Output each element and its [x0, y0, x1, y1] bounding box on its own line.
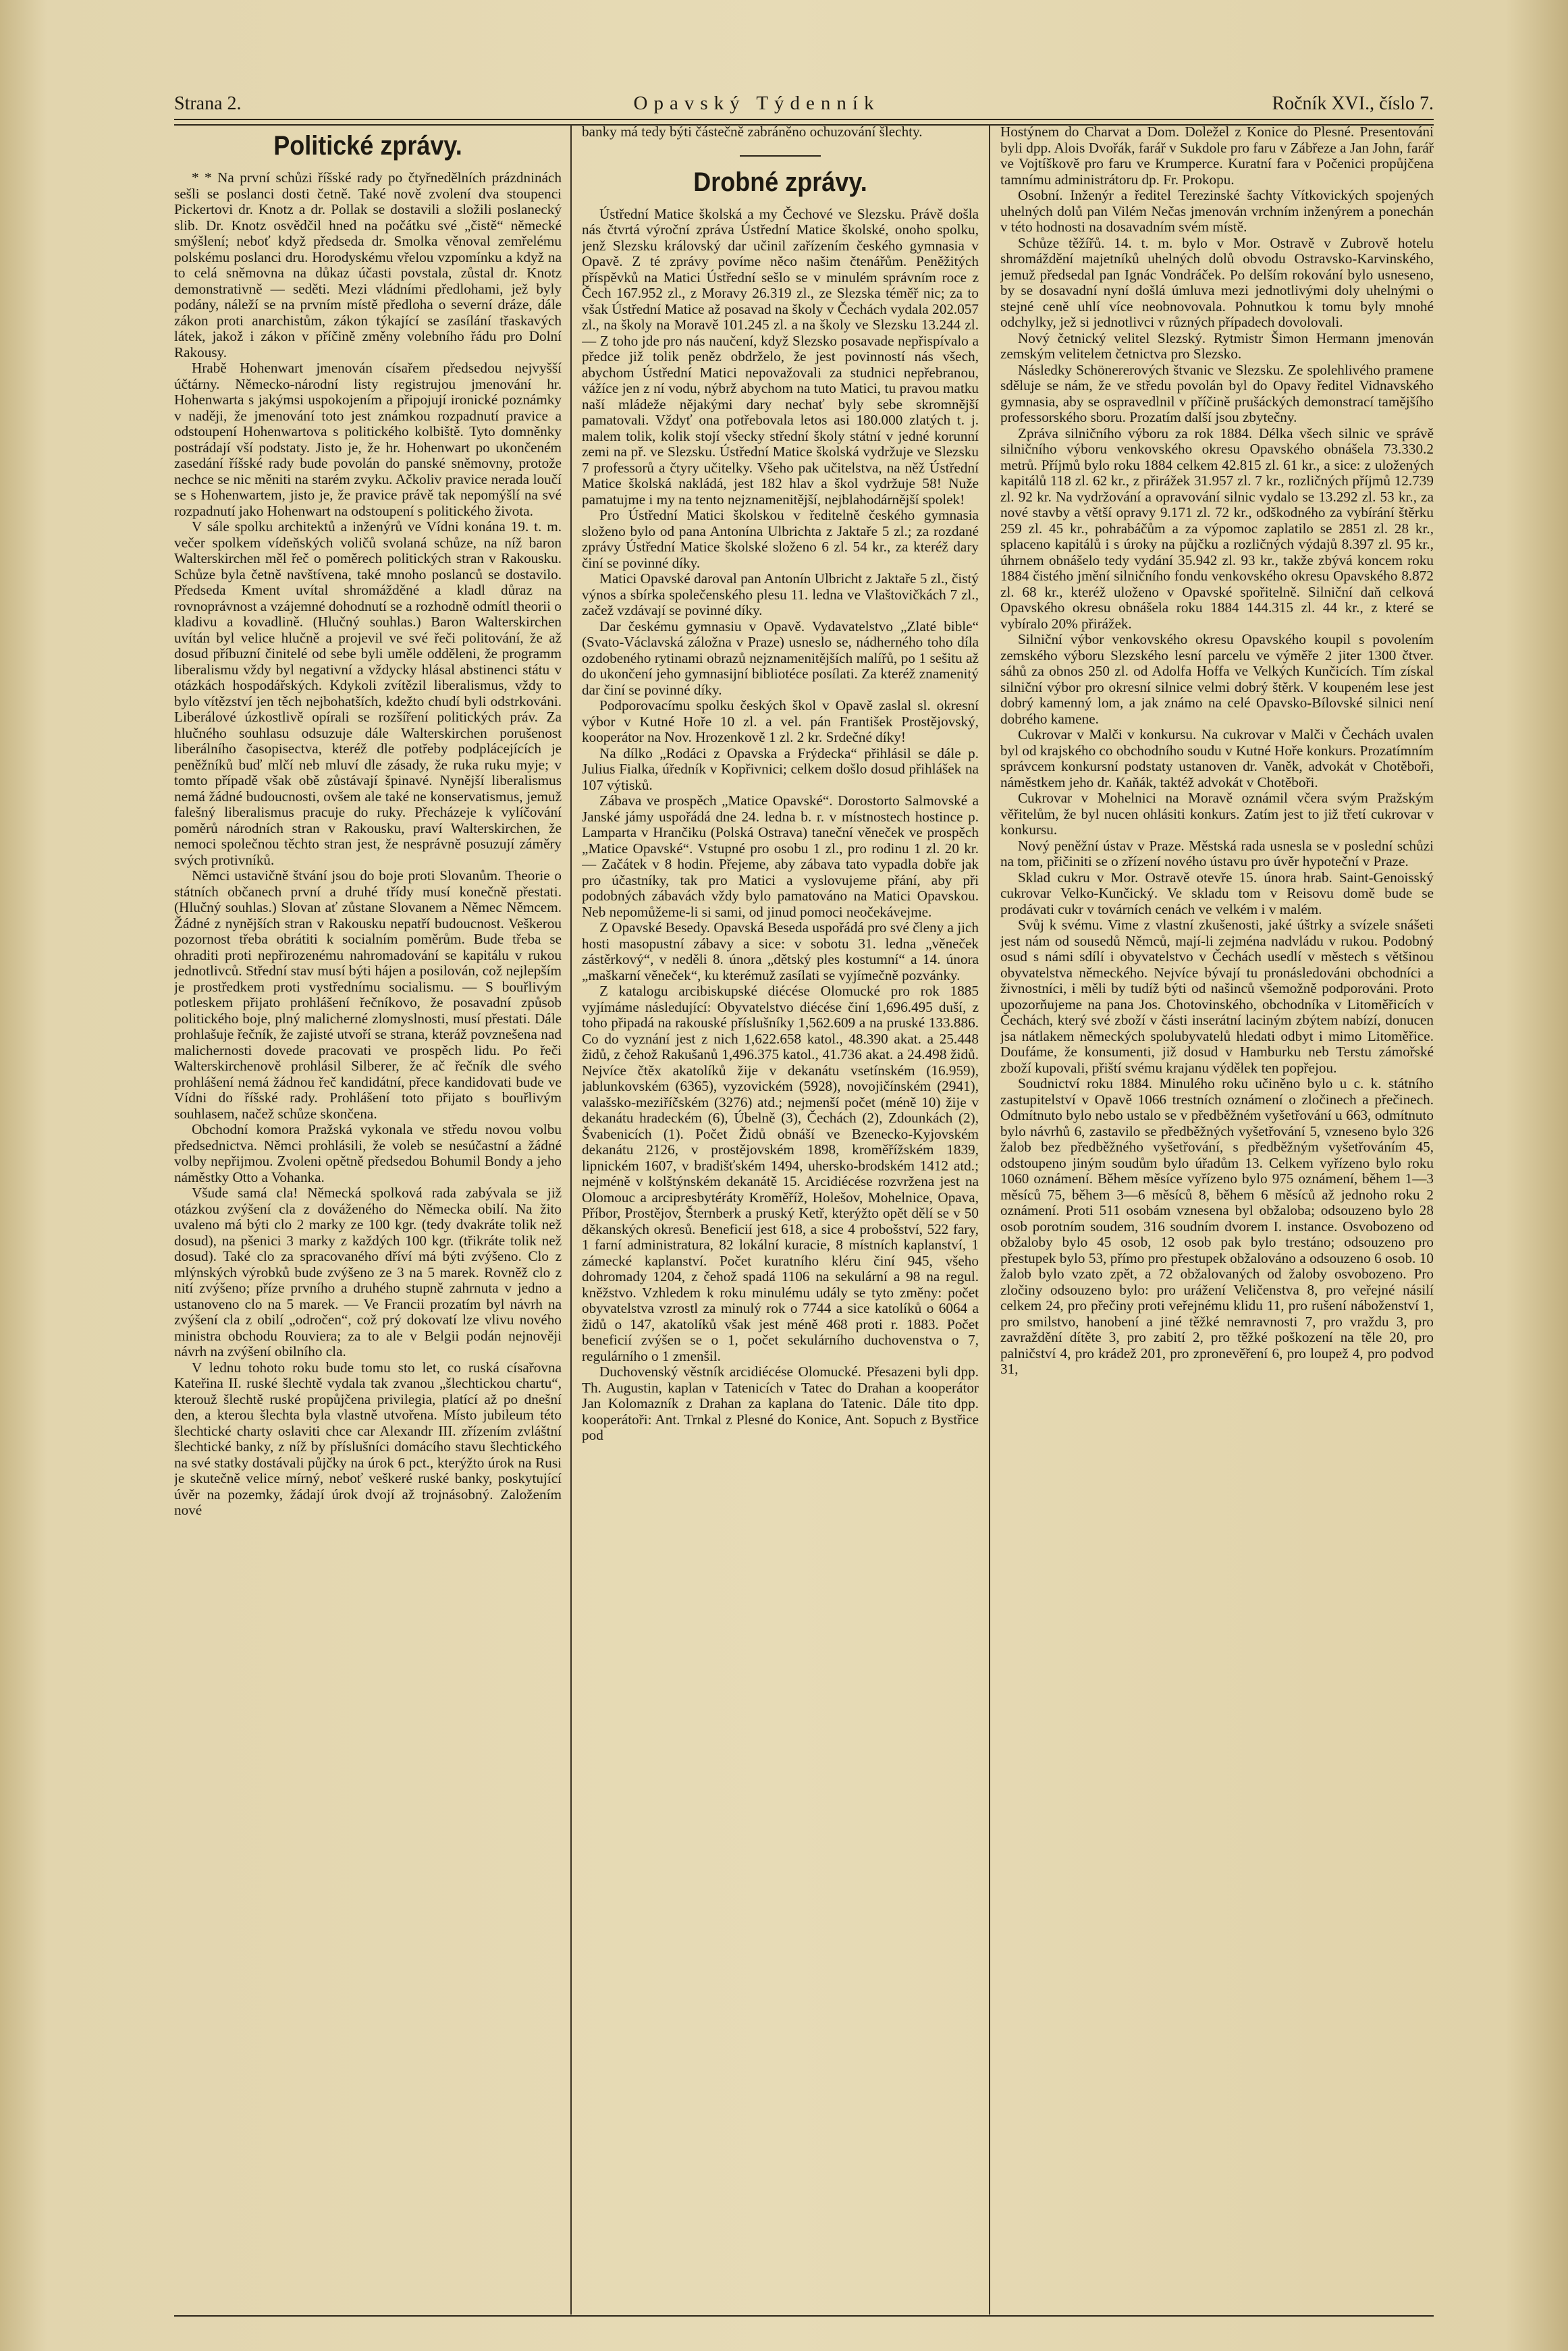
section-title-short-news: Drobné zprávy.	[693, 167, 867, 197]
article-paragraph: Němci ustavičně štvání jsou do boje proti Slovanům. Theorie o státních občanech první a druhé třídy musí konečně přestati. (Hlučný souhlas.) Slovan ať zůstane Slovanem a Němec Němcem. Žádné z nynějších stran v Rakousku nepatří budoucnost. Veškerou pozornost třeba obrátiti k socialním poměrům. Bude třeba se ohraditi proti nepřirozenému nahromadování se kapitálu v rukou jednotlivců. Střední stav musí býti hájen a posilován, což nejlepším je prostředkem proti vystřednímu socialismu. — S bouřlivým potleskem přijato prohlášení řečníkovo, že posavadní způsob politického boje, plný malicherné zlomyslnosti, musí přestati. Dále prohlašuje řečník, že zajisté utvoří se strana, kteráž povznešena nad malichernosti dovede pracovati ve prospěch lidu. Po řeči Walterskirchenově prohlásil Silberer, že ač řečník dle svého prohlášení nemá žádnou řeč kandidátní, přece kandidovati bude ve Vídni do říšské rady. Prohlášení toto přijato s bouřlivým souhlasem, načež schůze skončena.	[174, 867, 562, 1122]
footer-rule	[174, 2315, 1434, 2317]
page-number: Strana 2.	[174, 93, 242, 114]
article-paragraph: Sklad cukru v Mor. Ostravě otevře 15. února hrab. Saint-Genoisský cukrovar Velko-Kunčický. Ve skladu tom v Reisovu domě bude se prodávati cukr v továrních cenách ve velkém i v malém.	[1000, 869, 1434, 917]
column-1	[174, 124, 562, 2315]
article-paragraph: Dar českému gymnasiu v Opavě. Vydavatelstvo „Zlaté bible“ (Svato-Václavská záložna v Praze) usneslo se, nádherného toho díla ozdobeného rytinami obrazů nejznamenitějších malířů, po 1 sešitu až do ukončení jeho gymnasijní bibliotéce posílati. Za kteréž znamenitý dar činí se povinné díky.	[582, 618, 979, 698]
section-separator	[740, 155, 821, 157]
article-paragraph: Hrabě Hohenwart jmenován císařem předsedou nejvyšší účtárny. Německo-národní listy registrujou jmenování hr. Hohenwarta s jakýmsi uspokojením a připojují ironické poznámky v naději, že jmenování toto jest známkou rozpadnutí pravice a odstoupení Hohenwartova s politického kolbiště. Tyto domněnky postrádají vší podstaty. Jisto je, že hr. Hohenwart po ukončeném zasedání říšské rady bude povolán do panské sněmovny, protože nechce se nic měniti na starém zvyku. Ačkoliv pravice nerada loučí se s Hohenwartem, jisto je, že pravice právě tak nepomýšlí na své rozpadnutí jako Hohenwart na odstoupení s politického života.	[174, 360, 562, 519]
column-3	[1000, 124, 1434, 2315]
article-paragraph: V lednu tohoto roku bude tomu sto let, co ruská císařovna Kateřina II. ruské šlechtě vydala tak zvanou „šlechtickou chartu“, kterouž šlechtě ruské propůjčena privilegia, platící až po dnešní den, a kterou šlechta byla vlastně utvořena. Místo jubileum této šlechtické charty oslaviti chce car Alexandr III. zřízením zvláštní šlechtické banky, z níž by příslušníci domácího stavu šlechtického na své statky dostávali půjčky na úrok 6 pct., kterýžto úrok na Rusi je skutečně velice mírný, neboť veškeré ruské banky, poskytující úvěr na pozemky, žádají úrok dvojí až trojnásobný. Založením nové	[174, 1359, 562, 1518]
article-paragraph: Svůj k svému. Vime z vlastní zkušenosti, jaké úštrky a svízele snášeti jest nám od sousedů Němců, mají-li zejména nadvládu v rukou. Podobný osud s námi sdílí i obyvatelstvo v Čechách usedlí v městech s většinou obyvatelstva německého. Nejvíce bývají tu pronásledováni obchodníci a živnostníci, i měli by tudíž býti od našinců všemožně podporováni. Proto upozorňujeme na pana Jos. Chotovinského, obchodníka v Litoměřicích v Čechách, který své zboží v části inserátní laciným zbýtem nabízí, donucen jsa nátlakem německých spolubyvatelů hledati odbyt i mimo Litoměřice. Doufáme, že konsumenti, již dosud v Hamburku neb Terstu zámořské zboží kupovali, přiští svému krajanu výdělek ten popřejou.	[1000, 917, 1434, 1076]
article-paragraph: Duchovenský věstník arcidiécése Olomucké. Přesazeni byli dpp. Th. Augustin, kaplan v Tatenicích v Tatec do Drahan a kooperátor Jan Kolomazník z Drahan za kaplana do Tatenic. Dále tito dpp. kooperátoři: Ant. Trnkal z Plesné do Konice, Ant. Sopuch z Bystřice pod	[582, 1363, 979, 1443]
article-paragraph: Z Opavské Besedy. Opavská Beseda uspořádá pro své členy a jich hosti masopustní zábavy a sice: v sobotu 31. ledna „věneček zástěrkový“, v neděli 8. února „dětský ples kostumní“ a 14. února „maškarní věneček“, ku kterémuž zasílati se vyjímečně pozvánky.	[582, 919, 979, 983]
article-paragraph: Obchodní komora Pražská vykonala ve středu novou volbu předsednictva. Němci prohlásili, že voleb se nesúčastní a žádné volby nepřijmou. Zvoleni opětně předsedou Bohumil Bondy a jeho náměstky Otto a Vohanka.	[174, 1121, 562, 1185]
article-paragraph: Ústřední Matice školská a my Čechové ve Slezsku. Právě došla nás čtvrtá výroční zpráva Ústřední Matice školské, onoho spolku, jenž Slezsku královský dar učinil zařízením českého gymnasia v Opavě. Z té zprávy povíme něco našim čtenářům. Peněžitých příspěvků na Matici Ústřední sešlo se v minulém správním roce z Čech 167.952 zl., z Moravy 26.319 zl., ze Slezska téměř nic; za to však Ústřední Matice až posavad na školy v Čechách vydala 202.057 zl., na školy na Moravě 101.245 zl. a na školy ve Slezsku 13.244 zl. — Z toho jde pro nás naučení, když Slezsko posavade nepřispívalo a předce již tolik peněz obdrželo, že jest povinností nás všech, abychom Ústřední Matici nepovažovali za studnici nepřebranou, vážíce jen z ní vodu, nýbrž abychom na tuto Matici, tu pravou matku naší mládeže nějakými dary nechať byly sebe skromnější pamatovali. Vždyť ona potřebovala letos asi 180.000 zlatých t. j. malem tolik, kolik stojí všecky střední školy státní v jedné korunní zemi na př. ve Slezsku. Ústřední Matice školská vydržuje ve Slezsku 7 professorů a čtyry učitelky. Všeho pak učitelstva, na něž Ústřední Matice školská nakládá, jest 182 hlav a škol vydržuje 58! Nuže pamatujme i my na tento nejznamenitější, nejblahodárnější spolek!	[582, 205, 979, 508]
article-paragraph: Nový peněžní ústav v Praze. Městská rada usnesla se v poslední schůzi na tom, přičiniti se o zřízení nového ústavu pro úvěr hypoteční v Praze.	[1000, 837, 1434, 869]
article-paragraph: V sále spolku architektů a inženýrů ve Vídni konána 19. t. m. večer spolkem vídeňských voličů svolaná schůze, na níž baron Walterskirchen měl řeč o poměrech politických stran v Rakousku. Schůze byla četně navštívena, také mnoho poslanců se dostavilo. Předseda Kment uvítal shromážděné a kladl důraz na rovnoprávnost a vzájemné dohodnutí se a rozhodně odmítl theorii o kladivu a kovadlině. (Hlučný souhlas.) Baron Walterskirchen uvítán byl velice hlučně a projevil ve své řeči politování, že až dosud příbuzní činitelé od sebe byli uměle odděleni, že programm liberalismu vždy byl negativní a vždycky hlásal abstinenci státu v otázkách hospodářských. Kdykoli zvítězil liberalismus, vždy to bylo vítězství jen těch nejbohatších, kdežto chudí byli odstrkováni. Liberálové úzkostlivě opírali se rozšíření politických práv. Za hlučného souhlasu odsuzuje dále Walterskirchen porušenost liberálního časopisectva, kteréž dle potřeby podplácejících je peněžníků buď mlčí neb mluví dle zásady, že ruka ruku myje; v tomto případě však obě zůstávají špinavé. Nynější liberalismus nemá žádné budoucnosti, ovšem ale také ne konservatismus, jemuž falešný liberalismus pracuje do ruky. Přecházeje k vylíčování poměrů národních stran v Rakousku, praví Walterskirchen, že nemoci společnou těchto stran jest, že nesprávně posuzují záměry svých protivníků.	[174, 518, 562, 868]
article-paragraph: * * Na první schůzi říšské rady po čtyřnedělních prázdninách sešli se poslanci dosti četně. Také nově zvolení dva stoupenci Pickertovi dr. Knotz a dr. Pollak se dostavili a složili poslanecký slib. Dr. Knotz osvědčil hned na počátku své „čistě“ německé smýšlení; neboť když předseda dr. Smolka věnoval zemřelému polskému poslanci dru. Horodyskému vřelou vzpomínku a když na to celá sněmovna na důkaz účasti povstala, zůstal dr. Knotz demonstrativně — seděti. Mezi vládními předlohami, jež byly podány, náleží se na prvním místě předloha o severní dráze, dále zákon proti anarchistům, zákon týkající se zasílání třaskavých látek, jakož i zákon v příčině změny volebního řádu pro Dolní Rakousy.	[174, 169, 562, 360]
article-paragraph: Hostýnem do Charvat a Dom. Doležel z Konice do Plesné. Presentováni byli dpp. Alois Dvořák, farář v Sukdole pro faru v Zábřeze a Jan John, farář ve Vojtíškově pro faru ve Krumperce. Kuratní fara v Počenici propůjčena tamnímu administrátoru dp. Fr. Prokopu.	[1000, 124, 1434, 188]
section-title-politics: Politické zprávy.	[273, 131, 462, 161]
article-paragraph: Následky Schönererových štvanic ve Slezsku. Ze spolehlivého pramene sděluje se nám, že ve středu povolán byl do Opavy ředitel Vidnavského gymnasia, aby se ospravedlnil v příčině prušáckých demonstrací tamějšího professorského sboru. Prozatím další jsou zbytečny.	[1000, 361, 1434, 425]
article-paragraph: Schůze těžířů. 14. t. m. bylo v Mor. Ostravě v Zubrově hotelu shromáždění majetníků uhelných dolů obvodu Ostravsko-Karvinského, jemuž předsedal pan Ignác Vondráček. Po delším rokování bylo usneseno, by se dosavadní nyní došlá úmluva mezi jednotlivými doly uhelnými o stejné ceně uhlí více neobnovovala. Pohnutkou k tomu byly mnohé odchylky, jež si jednotlivci v různých případech dovolovali.	[1000, 234, 1434, 330]
article-paragraph: Z katalogu arcibiskupské diécése Olomucké pro rok 1885 vyjímáme následující: Obyvatelstvo diécése činí 1,696.495 duší, z toho připadá na rakouské příslušníky 1,562.609 a na pruské 133.886. Co do vyznání jest z nich 1,622.658 katol., 48.390 akat. a 25.448 židů, z čehož Rakušanů 1,496.375 katol., 41.736 akat. a 24.498 židů. Nejvíce čtěx akatolíků žije v dekanátu vsetínském (16.959), jablunkovském (6365), vyzovickém (5928), novojičínském (2941), valašsko-meziříčském (3276) atd.; nejmenší počet (méně 10) žije v dekanátu hradeckém (6), Úbelně (3), Čechách (2), Zdounkách (2), Švabenicích (1). Počet Židů obnáší ve Bzenecko-Kyjovském dekanátu 2126, v prostějovském 1898, kroměřížském 1839, lipnickém 1607, v bradišťském 1494, uhersko-brodském 1412 atd.; nejméně v kolštýnském dekanátě 15. Arcidiécése rozvržena jest na Olomouc a arcipresbytéráty Kroměříž, Holešov, Mohelnice, Opava, Příbor, Prostějov, Šternberk a pruský Ketř, kterýžto opět dělí se v 50 děkanských okresů. Beneficií jest 618, a sice 4 probošství, 522 fary, 1 farní administratura, 82 lokální kuracie, 8 místních kaplanství, 1 zámecké kaplanství. Počet kuratního kléru činí 945, všeho dohromady 1204, z čehož spadá 1106 na sekulární a 98 na regul. kněžstvo. Vzhledem k roku minulému udály se tyto změny: počet obyvatelstva vzrostl za minulý rok o 7744 a sice katolíků o 6064 a židů o 147, akatolíků však jest méně 468 proti r. 1883. Počet beneficií zvýšen se o 1, počet sekulárního duchovenstva o 7, regulárního o 1 zmenšil.	[582, 983, 979, 1364]
volume-issue: Ročník XVI., číslo 7.	[1272, 93, 1434, 114]
article-paragraph: Osobní. Inženýr a ředitel Terezinské šachty Vítkovických spojených uhelných dolů pan Vilém Nečas jmenován vrchním inženýrem a ponechán v této hodnosti na dosavadním svém místě.	[1000, 187, 1434, 235]
article-paragraph: Matici Opavské daroval pan Antonín Ulbricht z Jaktaře 5 zl., čistý výnos a sbírka společenského plesu 11. ledna ve Vlaštovičkách 7 zl., začež vzdávají se povinné díky.	[582, 570, 979, 618]
column-divider	[989, 124, 990, 2315]
article-paragraph: Podporovacímu spolku českých škol v Opavě zaslal sl. okresní výbor v Kutné Hoře 10 zl. a vel. pán František Prostějovský, kooperátor na Nov. Hrozenkově 1 zl. 2 kr. Srdečné díky!	[582, 697, 979, 745]
article-paragraph: Pro Ústřední Matici školskou v ředitelně českého gymnasia složeno bylo od pana Antonína Ulbrichta z Jaktaře 5 zl.; za rozdané zprávy Ústřední Matice školské složeno 6 zl. 54 kr., za kteréž dary činí se povinné díky.	[582, 507, 979, 571]
page-header	[174, 85, 1434, 115]
article-paragraph: Zpráva silničního výboru za rok 1884. Délka všech silnic ve správě silničního výboru venkovského okresu Opavského obnášela 73.330.2 metrů. Příjmů bylo roku 1884 celkem 42.815 zl. 61 kr., a sice: z uložených kapitálů 118 zl. 62 kr., z přirážek 31.957 zl. 7 kr., rozličných příjmů 12.739 zl. 92 kr. Na vydržování a opravování silnic vydalo se 13.292 zl. 53 kr., za nové stavby a větší opravy 9.171 zl. 72 kr., odškodného za vybírání štěrku 259 zl. 45 kr., pohrabáčům a za výpomoc zaplatilo se 2851 zl. 28 kr., splaceno kapitálů i s úroky na půjčku a rozličných výdajů 8.397 zl. 95 kr., úhrnem obnášelo tedy vydání 35.942 zl. 93 kr., takže zbývá koncem roku 1884 čistého jmění silničního fondu venkovského okresu Opavského 8.872 zl. 68 kr., kteréž uloženo v Opavské spořitelně. Silniční daň celková Opavského okresu obnášela roku 1884 144.315 zl. 44 kr., z které se vybíralo 20% přirážek.	[1000, 425, 1434, 632]
article-paragraph: banky má tedy býti částečně zabráněno ochuzování šlechty.	[582, 124, 923, 140]
column-2	[582, 124, 979, 2315]
article-paragraph: Soudnictví roku 1884. Minulého roku učiněno bylo u c. k. státního zastupitelství v Opavě 1066 trestních oznámení o zločinech a přečinech. Odmítnuto bylo nebo ustalo se v předběžném vyšetřování u 663, odmítnuto bylo návrhů 6, zastavilo se předběžných vyšetřování 5, vzneseno bylo 326 žalob bez předběžného vyšetřování, s předběžným vyšetřováním 45, odstoupeno jiným soudům bylo úřadům 13. Celkem vyřízeno bylo roku 1060 oznámení. Během měsíce vyřízeno bylo 975 oznámení, během 1—3 měsíců 75, během 3—6 měsíců 8, během 6 měsíců až jednoho roku 2 oznámení. Proti 511 osobám vznesena byl obžaloba; odsouzeno bylo 28 osob porotním soudem, 316 soudním dvorem I. instance. Osvobozeno od obžaloby bylo 45 osob, 12 osob pak bylo trestáno; odsouzeno pro přestupek bylo 53, přímo pro přestupek obžalováno a odsouzeno 6 osob. 10 žalob bylo vzato zpět, a 72 obžalovaných od žaloby osvobozeno. Pro zločiny odsouzeno bylo: pro urážení Veličenstva 8, pro veřejné násilí celkem 24, pro přečiny proti veřejnému klidu 11, pro rušení náboženství 1, pro smilstvo, hanobení a jiné těžké nemravnosti 7, pro vraždu 3, pro zavraždění dítěte 3, pro zabití 2, pro těžké poškození na těle 20, pro palničství 4, pro krádež 201, pro zpronevěření 6, pro loupež 4, pro podvod 31,	[1000, 1075, 1434, 1377]
article-paragraph: Zábava ve prospěch „Matice Opavské“. Dorostorto Salmovské a Janské jámy uspořádá dne 24. ledna b. r. v místnostech hostince p. Lamparta v Hrančiku (Polská Ostrava) taneční věneček ve prospěch „Matice Opavské“. Vstupné pro osobu 1 zl., pro rodinu 1 zl. 20 kr. — Začátek v 8 hodin. Přejeme, aby zábava tato vypadla dobře jak pro účastníky, tak pro Matici a vyslovujeme přání, aby při podobných zábavách vždy bylo pamatováno na Matici Opavskou. Neb nepomůžeme-li si sami, od jinud pomoci neočekávejme.	[582, 792, 979, 920]
article-paragraph: Cukrovar v Mohelnici na Moravě oznámil včera svým Pražským věřitelům, že byl nucen ohlásiti konkurs. Zatím jest to již třetí cukrovar v konkursu.	[1000, 790, 1434, 838]
article-paragraph: Silniční výbor venkovského okresu Opavského koupil s povolením zemského výboru Slezského lesní parcelu ve výměře 2 jiter 1300 čtver. sáhů za obnos 250 zl. od Adolfa Hoffa ve Velkých Kunčicích. Tím získal silniční výbor pro okresní silnice velmi dobrý štěrk. V koupeném lese jest dobrý kamenný lom, a jak známo na celé Opavsko-Bílovské silnici není dobrého kamene.	[1000, 631, 1434, 727]
article-paragraph: Nový četnický velitel Slezský. Rytmistr Šimon Hermann jmenován zemským velitelem četnictva pro Slezsko.	[1000, 329, 1434, 362]
newspaper-masthead: Opavský Týdenník	[633, 92, 880, 114]
column-divider	[570, 124, 572, 2315]
article-paragraph: Na dílko „Rodáci z Opavska a Frýdecka“ přihlásil se dále p. Julius Fialka, úředník v Kopřivnici; celkem došlo dosud přihlášek na 107 výtisků.	[582, 745, 979, 793]
article-paragraph: Všude samá cla! Německá spolková rada zabývala se již otázkou zvýšení cla z dováženého do Německa obilí. Na žito uvaleno má býti clo 2 marky ze 100 kgr. (tedy dvakráte tolik než dosud), na pšenici 3 marky z každých 100 kgr. (třikráte tolik než dosud). Také clo za spracovaného dříví má býti zvýšeno. Clo z mlýnských výrobků bude zvýšeno ze 3 na 5 marek. Rovněž clo z nití zvýšeno; příze prvního a druhého stupně zahrnuta v jedno a ustanoveno clo na 5 marek. — Ve Francii prozatím byl návrh na zvýšení cla z obilí „odročen“, což prý dokovatí lze vlivu nového ministra obchodu Rouviera; za to ale v Belgii podán nejnověji návrh na zvýšení obilního cla.	[174, 1185, 562, 1359]
article-paragraph: Cukrovar v Malči v konkursu. Na cukrovar v Malči v Čechách uvalen byl od krajského co obchodního soudu v Kutné Hoře konkurs. Prozatímním správcem konkursní podstaty ustanoven dr. Vaněk, advokát v Chotěboři, náměstkem jeho dr. Kaňák, taktéž advokát v Chotěboři.	[1000, 726, 1434, 790]
